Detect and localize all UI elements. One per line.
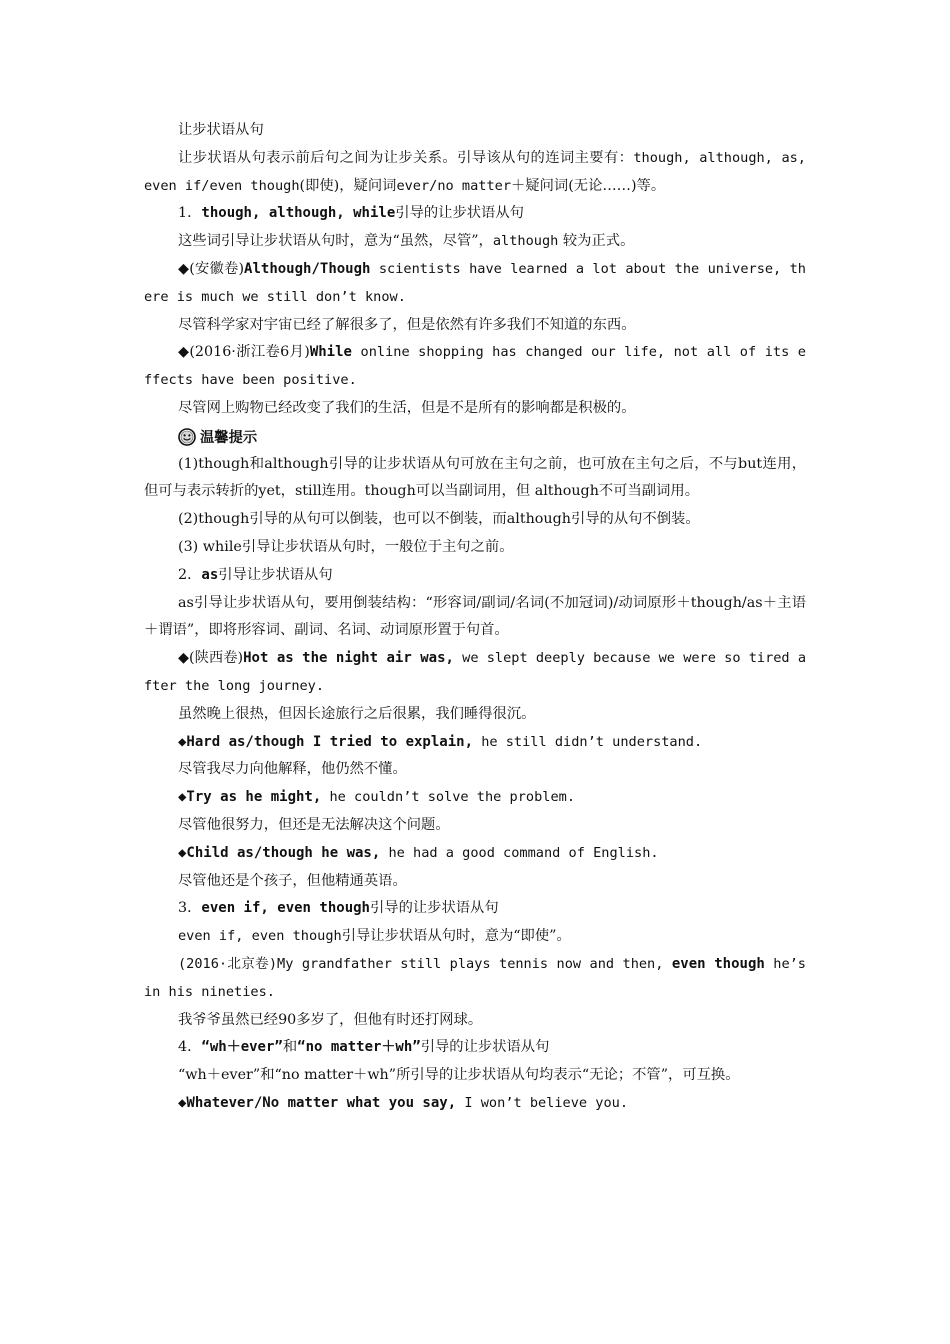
desc-text: 这些词引导让步状语从句时，意为“虽然，尽管”， (178, 233, 493, 250)
section-heading-and: 和 (282, 1039, 298, 1056)
example-translation: 尽管他很努力，但还是无法解决这个问题。 (178, 816, 450, 833)
example-translation: 尽管网上购物已经改变了我们的生活，但是不是所有的影响都是积极的。 (178, 399, 636, 416)
example-translation: 尽管科学家对宇宙已经了解很多了，但是依然有许多我们不知道的东西。 (178, 316, 636, 333)
example-text: he couldn’t solve the problem. (321, 789, 576, 806)
tip-label: 温馨提示 (200, 429, 258, 446)
example-keyword: even though (671, 955, 765, 972)
document-body (144, 117, 806, 1118)
example-text: he had a good command of English. (380, 844, 659, 861)
example-text: (2016·北京卷)My grandfather still plays tennis now and then, (178, 955, 672, 972)
example-keyword: ◆Try as he might, (178, 789, 322, 806)
example-keyword: ◆Hard as/though I tried to explain, (178, 733, 474, 750)
example-sentence (144, 1090, 806, 1118)
intro-conjunctions: though, although, as, even if/even though (144, 149, 806, 194)
tip-item: (2)though引导的从句可以倒装，也可以不倒装，而although引导的从句不倒装。 (178, 511, 700, 528)
section-number: 4． (178, 1039, 202, 1056)
example-keyword: While (309, 344, 352, 361)
section-heading-text: 引导的让步状语从句 (395, 205, 524, 222)
section-2-heading (144, 562, 806, 590)
example-keyword: Although/Though (244, 260, 371, 277)
desc-text: 引导让步状语从句时，意为“即使”。 (341, 928, 571, 945)
tip-item: (3) while引导让步状语从句时，一般位于主句之前。 (178, 538, 514, 555)
section-keywords: “wh＋ever” (201, 1039, 283, 1056)
intro-ever: ever/no matter (396, 177, 512, 194)
section-heading-text: 引导让步状语从句 (218, 566, 333, 583)
section-number: 3． (178, 900, 202, 917)
section-4-heading (144, 1034, 806, 1062)
section-heading-text: 引导的让步状语从句 (369, 900, 499, 917)
example-text: I won’t believe you. (456, 1094, 629, 1111)
tip-header (144, 423, 806, 451)
example-source: ◆(2016·浙江卷6月) (178, 344, 310, 361)
section-keywords: even if, even though (201, 900, 370, 917)
section-3-heading (144, 895, 806, 923)
intro-text: 让步状语从句表示前后句之间为让步关系。引导该从句的连词主要有： (178, 149, 634, 166)
example-sentence (144, 840, 806, 868)
intro-paragraph (144, 145, 806, 201)
example-text-2: he’s in his nineties. (144, 955, 806, 1000)
example-translation: 尽管我尽力向他解释，他仍然不懂。 (178, 761, 407, 778)
desc-keyword: even if, even though (178, 928, 342, 945)
section-1-heading (144, 200, 806, 228)
example-sentence (144, 256, 806, 312)
example-sentence (144, 645, 806, 701)
example-sentence (144, 729, 806, 757)
desc-text-2: 较为正式。 (558, 233, 635, 250)
smiley-icon (178, 428, 196, 446)
section-4-description: “wh＋ever”和“no matter＋wh”所引导的让步状语从句均表示“无论；不管”，可互换。 (178, 1067, 740, 1084)
example-sentence (144, 784, 806, 812)
desc-keyword: although (492, 233, 559, 250)
section-number: 2． (178, 566, 202, 583)
section-3-description (144, 923, 806, 951)
example-text: he still didn’t understand. (473, 733, 703, 750)
section-1-description (144, 228, 806, 256)
example-keyword: Hot as the night air was, (243, 650, 454, 667)
example-translation: 尽管他还是个孩子，但他精通英语。 (178, 872, 407, 889)
example-source: ◆(陕西卷) (178, 650, 244, 667)
example-translation: 我爷爷虽然已经90多岁了，但他有时还打网球。 (178, 1011, 483, 1028)
section-number: 1． (178, 205, 202, 222)
example-source: ◆(安徽卷) (178, 260, 245, 277)
example-text: online shopping has changed our life, not all of its effects have been positive. (144, 344, 806, 389)
example-text: we slept deeply because we were so tired after the long journey. (144, 650, 807, 694)
section-heading-text: 引导的让步状语从句 (420, 1039, 550, 1056)
example-sentence (144, 951, 806, 1007)
intro-text-3: ＋疑问词(无论……)等。 (511, 177, 666, 194)
section-keywords-2: “no matter＋wh” (297, 1039, 421, 1056)
section-title: 让步状语从句 (178, 122, 264, 138)
example-keyword: ◆Child as/though he was, (178, 844, 381, 861)
example-translation: 虽然晚上很热，但因长途旅行之后很累，我们睡得很沉。 (178, 705, 536, 722)
example-sentence (144, 339, 806, 395)
section-2-description: as引导让步状语从句，要用倒装结构：“形容词/副词/名词(不加冠词)/动词原形＋though/as＋主语＋谓语”，即将形容词、副词、名词、动词原形置于句首。 (144, 594, 806, 639)
example-keyword: ◆Whatever/No matter what you say, (178, 1094, 457, 1111)
example-text: scientists have learned a lot about the universe, there is much we still don’t know. (144, 260, 806, 305)
section-keywords: though, although, while (201, 205, 396, 222)
tip-item: (1)though和although引导的让步状语从句可放在主句之前，也可放在主句之后，不与but连用，但可与表示转折的yet，still连用。though可以当副词用，但 although不可当副词用。 (144, 455, 806, 500)
intro-text-2: (即使)，疑问词 (299, 177, 397, 194)
section-keywords: as (201, 566, 219, 583)
